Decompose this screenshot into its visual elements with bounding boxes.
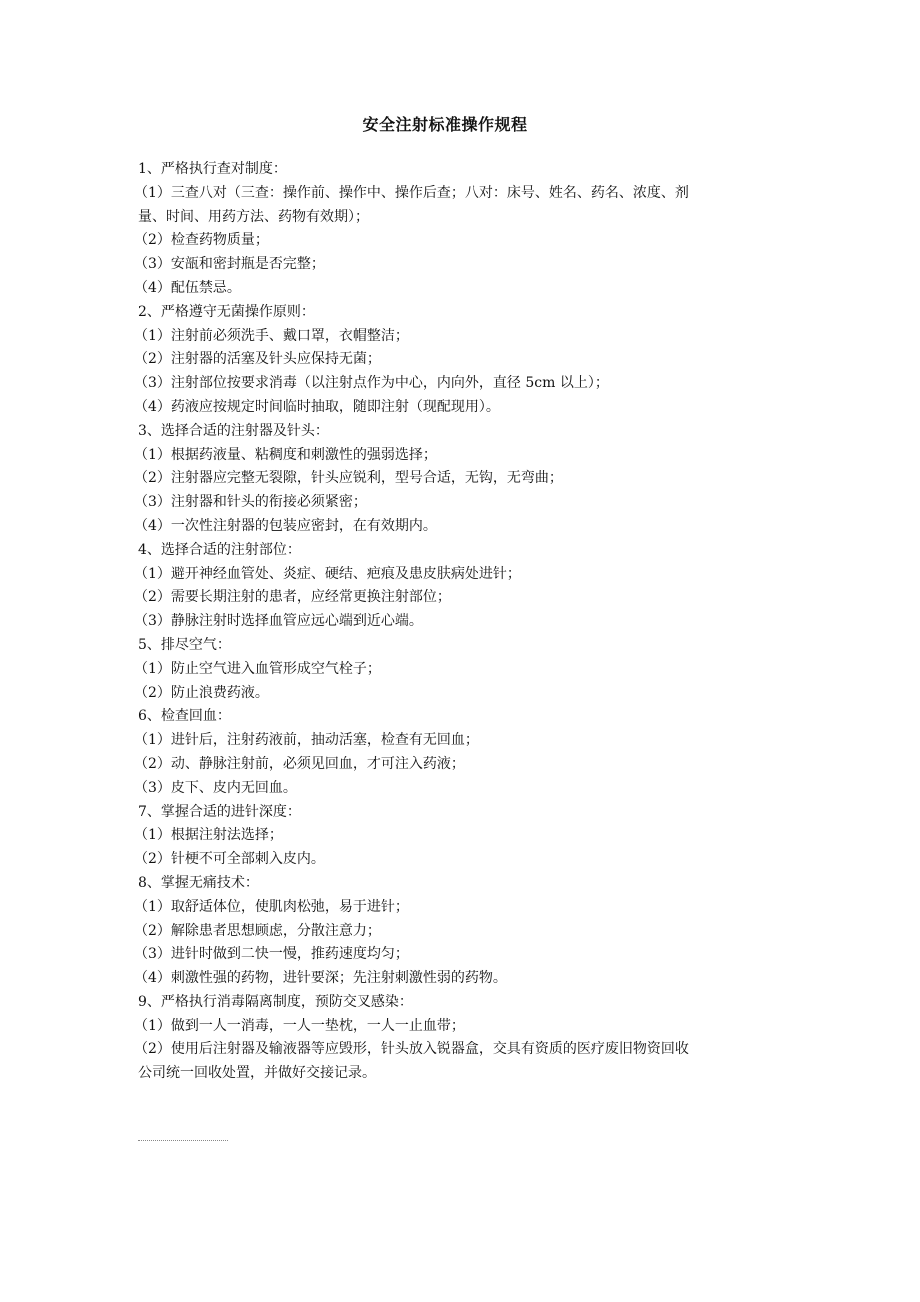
section-heading: 1、严格执行查对制度： [138,161,287,177]
list-item: （1）防止空气进入血管形成空气栓子； [134,660,381,677]
list-item: （2）解除患者思想顾虑，分散注意力； [134,922,381,939]
section-heading: 4、选择合适的注射部位： [138,541,301,558]
list-item: （1）根据注射法选择； [134,827,283,844]
list-item: （3）静脉注射时选择血管应远心端到近心端。 [134,613,423,630]
list-item: （1）三查八对（三查：操作前、操作中、操作后查；八对：床号、姓名、药名、浓度、剂 [134,184,689,201]
list-item: （1）根据药液量、粘稠度和刺激性的强弱选择； [134,446,437,463]
list-item: （2）针梗不可全部刺入皮内。 [134,851,325,868]
list-item: （2）注射器应完整无裂隙，针头应锐利，型号合适，无钩，无弯曲； [134,470,563,487]
list-item: （4）药液应按规定时间临时抽取，随即注射（现配现用）。 [134,398,500,415]
section-heading: 5、排尽空气： [138,636,231,653]
list-item: （3）皮下、皮内无回血。 [134,779,297,796]
list-item: （1）注射前必须洗手、戴口罩，衣帽整洁； [134,327,409,344]
section-heading: 8、掌握无痛技术： [138,874,259,891]
list-item: （1）避开神经血管处、炎症、硬结、疤痕及患皮肤病处进针； [134,565,521,582]
footnote-divider [138,1140,228,1141]
document-body [134,158,788,1086]
list-item: （4）配伍禁忌。 [134,279,241,296]
list-item-continuation: 公司统一回收处置，并做好交接记录。 [138,1065,376,1082]
section-heading: 7、掌握合适的进针深度： [138,803,301,820]
section-heading: 3、选择合适的注射器及针头： [138,422,329,439]
section-heading: 9、严格执行消毒隔离制度，预防交叉感染： [138,993,413,1010]
document-title: 安全注射标准操作规程 [362,115,528,134]
section-heading: 6、检查回血： [138,708,231,725]
list-item: （2）注射器的活塞及针头应保持无菌； [134,351,381,368]
list-item: （1）取舒适体位，使肌肉松弛，易于进针； [134,898,409,915]
list-item: （4）一次性注射器的包装应密封，在有效期内。 [134,517,437,534]
list-item: （2）防止浪费药液。 [134,684,269,701]
list-item: （2）需要长期注射的患者，应经常更换注射部位； [134,589,451,606]
list-item: （3）进针时做到二快一慢，推药速度均匀； [134,946,409,963]
list-item-continuation: 量、时间、用药方法、药物有效期）； [138,208,369,225]
list-item: （1）进针后，注射药液前，抽动活塞，检查有无回血； [134,732,479,749]
list-item: （3）注射器和针头的衔接必须紧密； [134,494,367,511]
list-item: （3）安瓿和密封瓶是否完整； [134,256,325,273]
section-heading: 2、严格遵守无菌操作原则： [138,303,315,320]
list-item: （1）做到一人一消毒，一人一垫枕，一人一止血带； [134,1017,465,1034]
list-item: （4）刺激性强的药物，进针要深；先注射刺激性弱的药物。 [134,970,507,987]
list-item: （3）注射部位按要求消毒（以注射点作为中心，内向外，直径 5cm 以上）； [134,375,609,392]
list-item: （2）使用后注射器及输液器等应毁形，针头放入锐器盒，交具有资质的医疗废旧物资回收 [134,1041,689,1058]
list-item: （2）检查药物质量； [134,232,269,249]
list-item: （2）动、静脉注射前，必须见回血，才可注入药液； [134,755,465,772]
